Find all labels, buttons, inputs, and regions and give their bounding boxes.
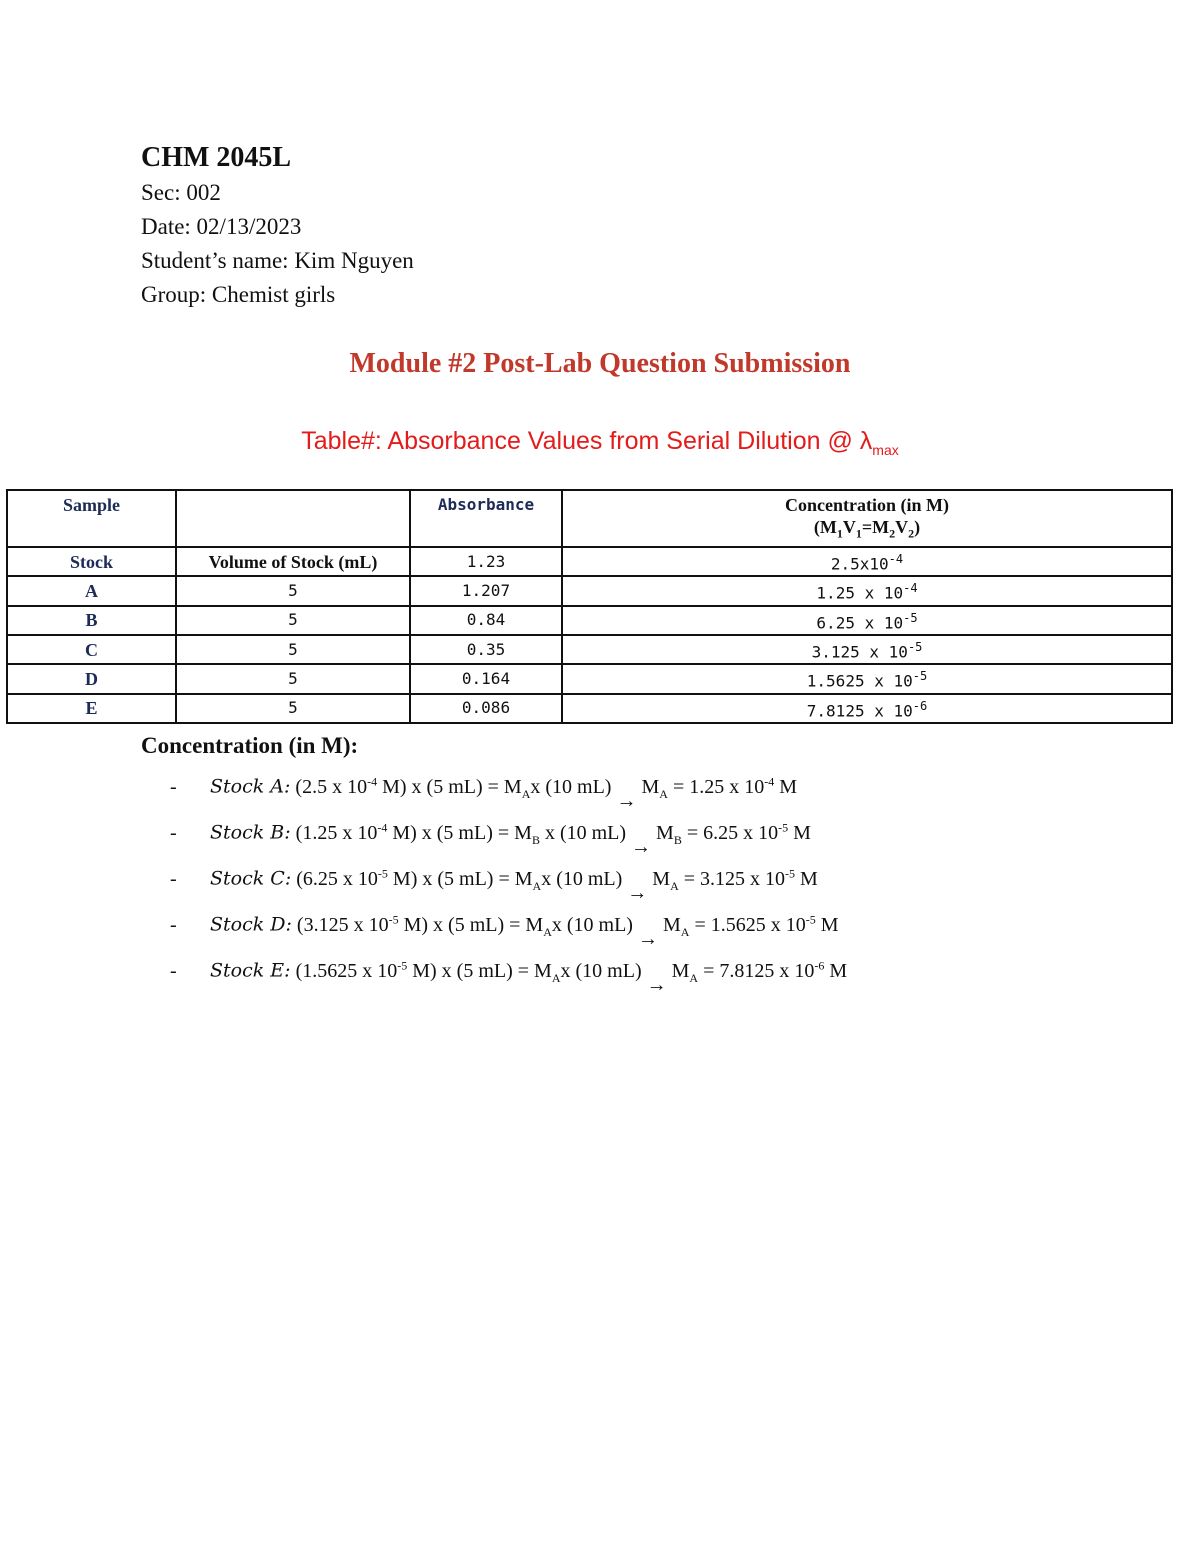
- header-blank: [176, 490, 410, 547]
- calc-stock-label: Stock A:: [210, 775, 291, 798]
- concentration-cell: 1.25 x $10^{-4}$: [562, 576, 1172, 605]
- concentration-cell: 3.125 x $10^{-5}$: [562, 635, 1172, 664]
- concentration-cell: 1.5625 x $10^{-5}$: [562, 664, 1172, 693]
- calc-equation: (2.5 x $10^{-4}$ M) x (5 $mL) = M_Ax$ (10 mL): [295, 774, 612, 801]
- sample-cell: C: [7, 635, 176, 664]
- calc-result: $M_A = 3.125$ x $10^{-5}$ M: [652, 866, 818, 893]
- calc-title: Concentration (in M):: [141, 733, 359, 758]
- volume-cell: 5: [176, 635, 410, 664]
- calc-list: [170, 766, 847, 996]
- calc-stock-label: Stock B:: [210, 821, 291, 844]
- calc-item: [170, 766, 847, 812]
- volume-cell: 5: [176, 606, 410, 635]
- calc-stock-label: Stock D:: [210, 913, 292, 936]
- header-absorbance: Absorbance: [410, 490, 562, 547]
- header-concentration: [562, 490, 1172, 547]
- bullet-dash: -: [170, 913, 177, 936]
- absorbance-cell: 0.086: [410, 694, 562, 723]
- section-line: Sec: 002: [141, 180, 221, 205]
- header-formula: $(M_1V_1=M_2V_2)$: [813, 517, 921, 541]
- arrow-icon: →: [646, 973, 667, 996]
- document-header: [141, 140, 414, 312]
- course-code: CHM 2045L: [141, 142, 292, 173]
- arrow-icon: →: [627, 881, 648, 904]
- stock-concentration: $2.5x10^{-4}$: [562, 547, 1172, 576]
- calc-equation: (1.5625 x $10^{-5}$ M) x (5 $mL) = M_Ax$ (10 mL): [295, 958, 642, 985]
- absorbance-cell: 0.164: [410, 664, 562, 693]
- header-sample: Sample: [7, 490, 176, 547]
- calc-equation: (6.25 x $10^{-5}$ M) x (5 $mL) = M_Ax$ (10 mL): [296, 866, 623, 893]
- group-line: Group: Chemist girls: [141, 282, 336, 307]
- calc-result: $M_A = 1.5625$ x $10^{-5}$ M: [662, 912, 839, 939]
- table-header-row: [7, 490, 1172, 547]
- stock-absorbance: 1.23: [410, 547, 562, 576]
- absorbance-cell: 0.84: [410, 606, 562, 635]
- volume-cell: 5: [176, 694, 410, 723]
- sample-cell: A: [7, 576, 176, 605]
- table-row: [7, 576, 1172, 605]
- calc-equation: (1.25 x $10^{-4}$ M) x (5 $mL) = M_B$ x (10 mL): [295, 820, 627, 847]
- table-caption-text: Table#: Absorbance Values from Serial Dilution @ λ: [301, 427, 873, 455]
- arrow-icon: →: [637, 927, 658, 950]
- bullet-dash: -: [170, 867, 177, 890]
- module-title: Module #2 Post-Lab Question Submission: [349, 348, 851, 379]
- calc-equation: (3.125 x $10^{-5}$ M) x (5 $mL) = M_Ax$ (10 mL): [296, 912, 633, 939]
- lambda-subscript: max: [872, 442, 899, 458]
- concentration-cell: 7.8125 x $10^{-6}$: [562, 694, 1172, 723]
- sample-cell: E: [7, 694, 176, 723]
- absorbance-table: [6, 489, 1173, 724]
- student-name-line: Student’s name: Kim Nguyen: [141, 248, 414, 273]
- arrow-icon: →: [616, 789, 637, 812]
- calc-item: [170, 950, 847, 996]
- absorbance-cell: 1.207: [410, 576, 562, 605]
- bullet-dash: -: [170, 821, 177, 844]
- calc-stock-label: Stock E:: [210, 959, 291, 982]
- arrow-icon: →: [631, 835, 652, 858]
- calc-result: $M_A = 7.8125$ x $10^{-6}$ M: [671, 958, 848, 985]
- table-caption: [0, 427, 1200, 458]
- table-row: [7, 606, 1172, 635]
- table-row-stock: [7, 547, 1172, 576]
- sample-cell: D: [7, 664, 176, 693]
- calc-stock-label: Stock C:: [210, 867, 292, 890]
- volume-cell: 5: [176, 576, 410, 605]
- concentration-cell: 6.25 x $10^{-5}$: [562, 606, 1172, 635]
- sample-cell: B: [7, 606, 176, 635]
- date-line: Date: 02/13/2023: [141, 214, 302, 239]
- calc-item: [170, 858, 847, 904]
- stock-label: Stock: [7, 547, 176, 576]
- bullet-dash: -: [170, 959, 177, 982]
- table-row: [7, 664, 1172, 693]
- volume-header: Volume of Stock (mL): [176, 547, 410, 576]
- absorbance-cell: 0.35: [410, 635, 562, 664]
- table-row: [7, 694, 1172, 723]
- calc-item: [170, 904, 847, 950]
- table-row: [7, 635, 1172, 664]
- bullet-dash: -: [170, 775, 177, 798]
- calc-item: [170, 812, 847, 858]
- calc-result: $M_B = 6.25$ x $10^{-5}$ M: [656, 820, 811, 847]
- volume-cell: 5: [176, 664, 410, 693]
- calc-result: $M_A = 1.25$ x $10^{-4}$ M: [641, 774, 798, 801]
- header-concentration-label: Concentration (in M): [785, 495, 949, 515]
